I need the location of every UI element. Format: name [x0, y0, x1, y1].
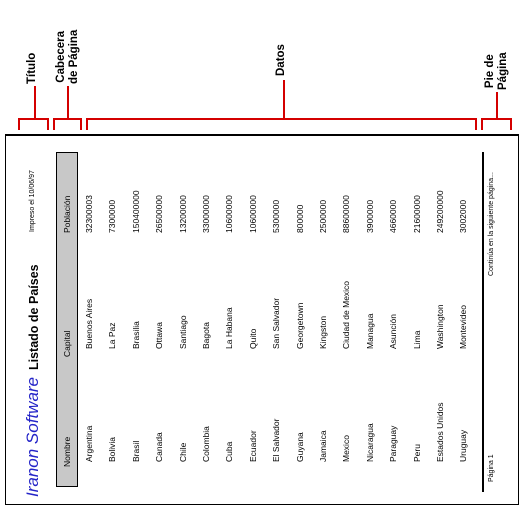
footer-continue: Continúa en la siguiente página...	[488, 172, 495, 276]
row-nombre: Uruguay	[458, 429, 469, 462]
bracket-datos-r	[475, 118, 477, 130]
row-nombre: Paraguay	[388, 425, 399, 462]
row-capital: Bagota	[201, 322, 211, 349]
bracket-pie-l	[481, 118, 483, 130]
bracket-titulo	[18, 118, 48, 120]
annotation-titulo-text: Título	[26, 52, 38, 84]
row-nombre: Argentina	[84, 425, 94, 462]
row-capital: Managua	[364, 313, 375, 349]
leader-titulo	[34, 86, 36, 118]
row-poblacion: 800000	[294, 204, 305, 233]
row-capital: Washington	[435, 304, 445, 349]
column-header-nombre: Nombre	[62, 436, 72, 467]
row-nombre: Canada	[154, 432, 165, 462]
row-nombre: Jamaica	[318, 430, 328, 462]
row-capital: Asunción	[388, 314, 399, 349]
row-poblacion: 150400000	[130, 190, 141, 233]
row-capital: Ottawa	[154, 322, 165, 349]
row-poblacion: 249200000	[435, 190, 445, 233]
row-capital: Santiago	[177, 315, 188, 349]
row-capital: La Paz	[107, 322, 118, 349]
brand-logo: Iranon Software	[23, 376, 42, 497]
row-nombre: Guyana	[294, 432, 305, 462]
printed-date: Impreso el 10/06/97	[29, 170, 36, 232]
annotation-titulo	[26, 53, 39, 84]
row-nombre: Brasil	[130, 440, 141, 462]
row-nombre: Ecuador	[247, 430, 258, 462]
row-poblacion: 10600000	[224, 195, 235, 233]
row-capital: Buenos Aires	[84, 298, 94, 349]
bracket-datos-l	[86, 118, 88, 130]
row-poblacion: 3900000	[364, 199, 375, 233]
row-capital: Georgetown	[294, 302, 305, 349]
leader-datos	[283, 80, 285, 118]
annotation-datos	[275, 44, 288, 76]
leader-pie	[496, 92, 498, 118]
row-capital: La Habana	[224, 307, 235, 349]
row-nombre: Colombia	[201, 426, 211, 462]
row-poblacion: 7300000	[107, 199, 118, 233]
row-poblacion: 21600000	[411, 195, 422, 233]
annotation-cabecera-line2: de Página	[68, 29, 80, 84]
row-poblacion: 26500000	[154, 195, 165, 233]
leader-cabecera	[67, 86, 69, 118]
annotation-pie-line1: Pie de	[484, 54, 496, 89]
bracket-pie	[481, 118, 511, 120]
row-nombre: Chile	[177, 442, 188, 462]
row-capital: Kingston	[318, 315, 328, 349]
row-nombre: Mexico	[341, 435, 352, 462]
column-header-capital: Capital	[62, 330, 72, 357]
row-capital: Ciudad de Mexico	[341, 280, 352, 349]
footer-page-number: Página 1	[488, 454, 495, 482]
row-poblacion: 88600000	[341, 195, 352, 233]
column-header-poblacion: Población	[62, 195, 72, 233]
row-poblacion: 32300003	[84, 195, 94, 233]
row-capital: San Salvador	[271, 297, 282, 349]
row-poblacion: 3002000	[458, 199, 469, 233]
annotation-datos-text: Datos	[275, 44, 287, 76]
annotation-pie-line2: Página	[497, 52, 509, 90]
row-poblacion: 33000000	[201, 195, 211, 233]
row-capital: Lima	[411, 330, 422, 349]
annotation-cabecera	[55, 30, 81, 84]
bracket-cabecera	[53, 118, 81, 120]
bracket-pie-r	[510, 118, 512, 130]
footer-rule	[482, 152, 484, 492]
bracket-cabecera-r	[80, 118, 82, 130]
annotation-pie	[484, 52, 510, 90]
row-nombre: Bolivia	[107, 436, 118, 462]
row-poblacion: 2500000	[318, 199, 328, 233]
row-poblacion: 13200000	[177, 195, 188, 233]
bracket-titulo-l	[18, 118, 20, 130]
row-poblacion: 4660000	[388, 199, 399, 233]
row-capital: Montevideo	[458, 305, 469, 349]
report-title: Listado de Países	[27, 264, 41, 370]
row-poblacion: 5300000	[271, 199, 282, 233]
row-capital: Quito	[247, 328, 258, 349]
bracket-datos	[86, 118, 476, 120]
bracket-titulo-r	[47, 118, 49, 130]
row-nombre: Nicaragua	[364, 423, 375, 462]
row-nombre: El Salvador	[271, 418, 282, 462]
row-nombre: Estados Unidos	[435, 402, 445, 462]
annotation-cabecera-line1: Cabecera	[55, 30, 67, 83]
row-capital: Brasilia	[130, 321, 141, 349]
row-nombre: Peru	[411, 444, 422, 462]
row-nombre: Cuba	[224, 441, 235, 462]
row-poblacion: 10600000	[247, 195, 258, 233]
bracket-cabecera-l	[53, 118, 55, 130]
